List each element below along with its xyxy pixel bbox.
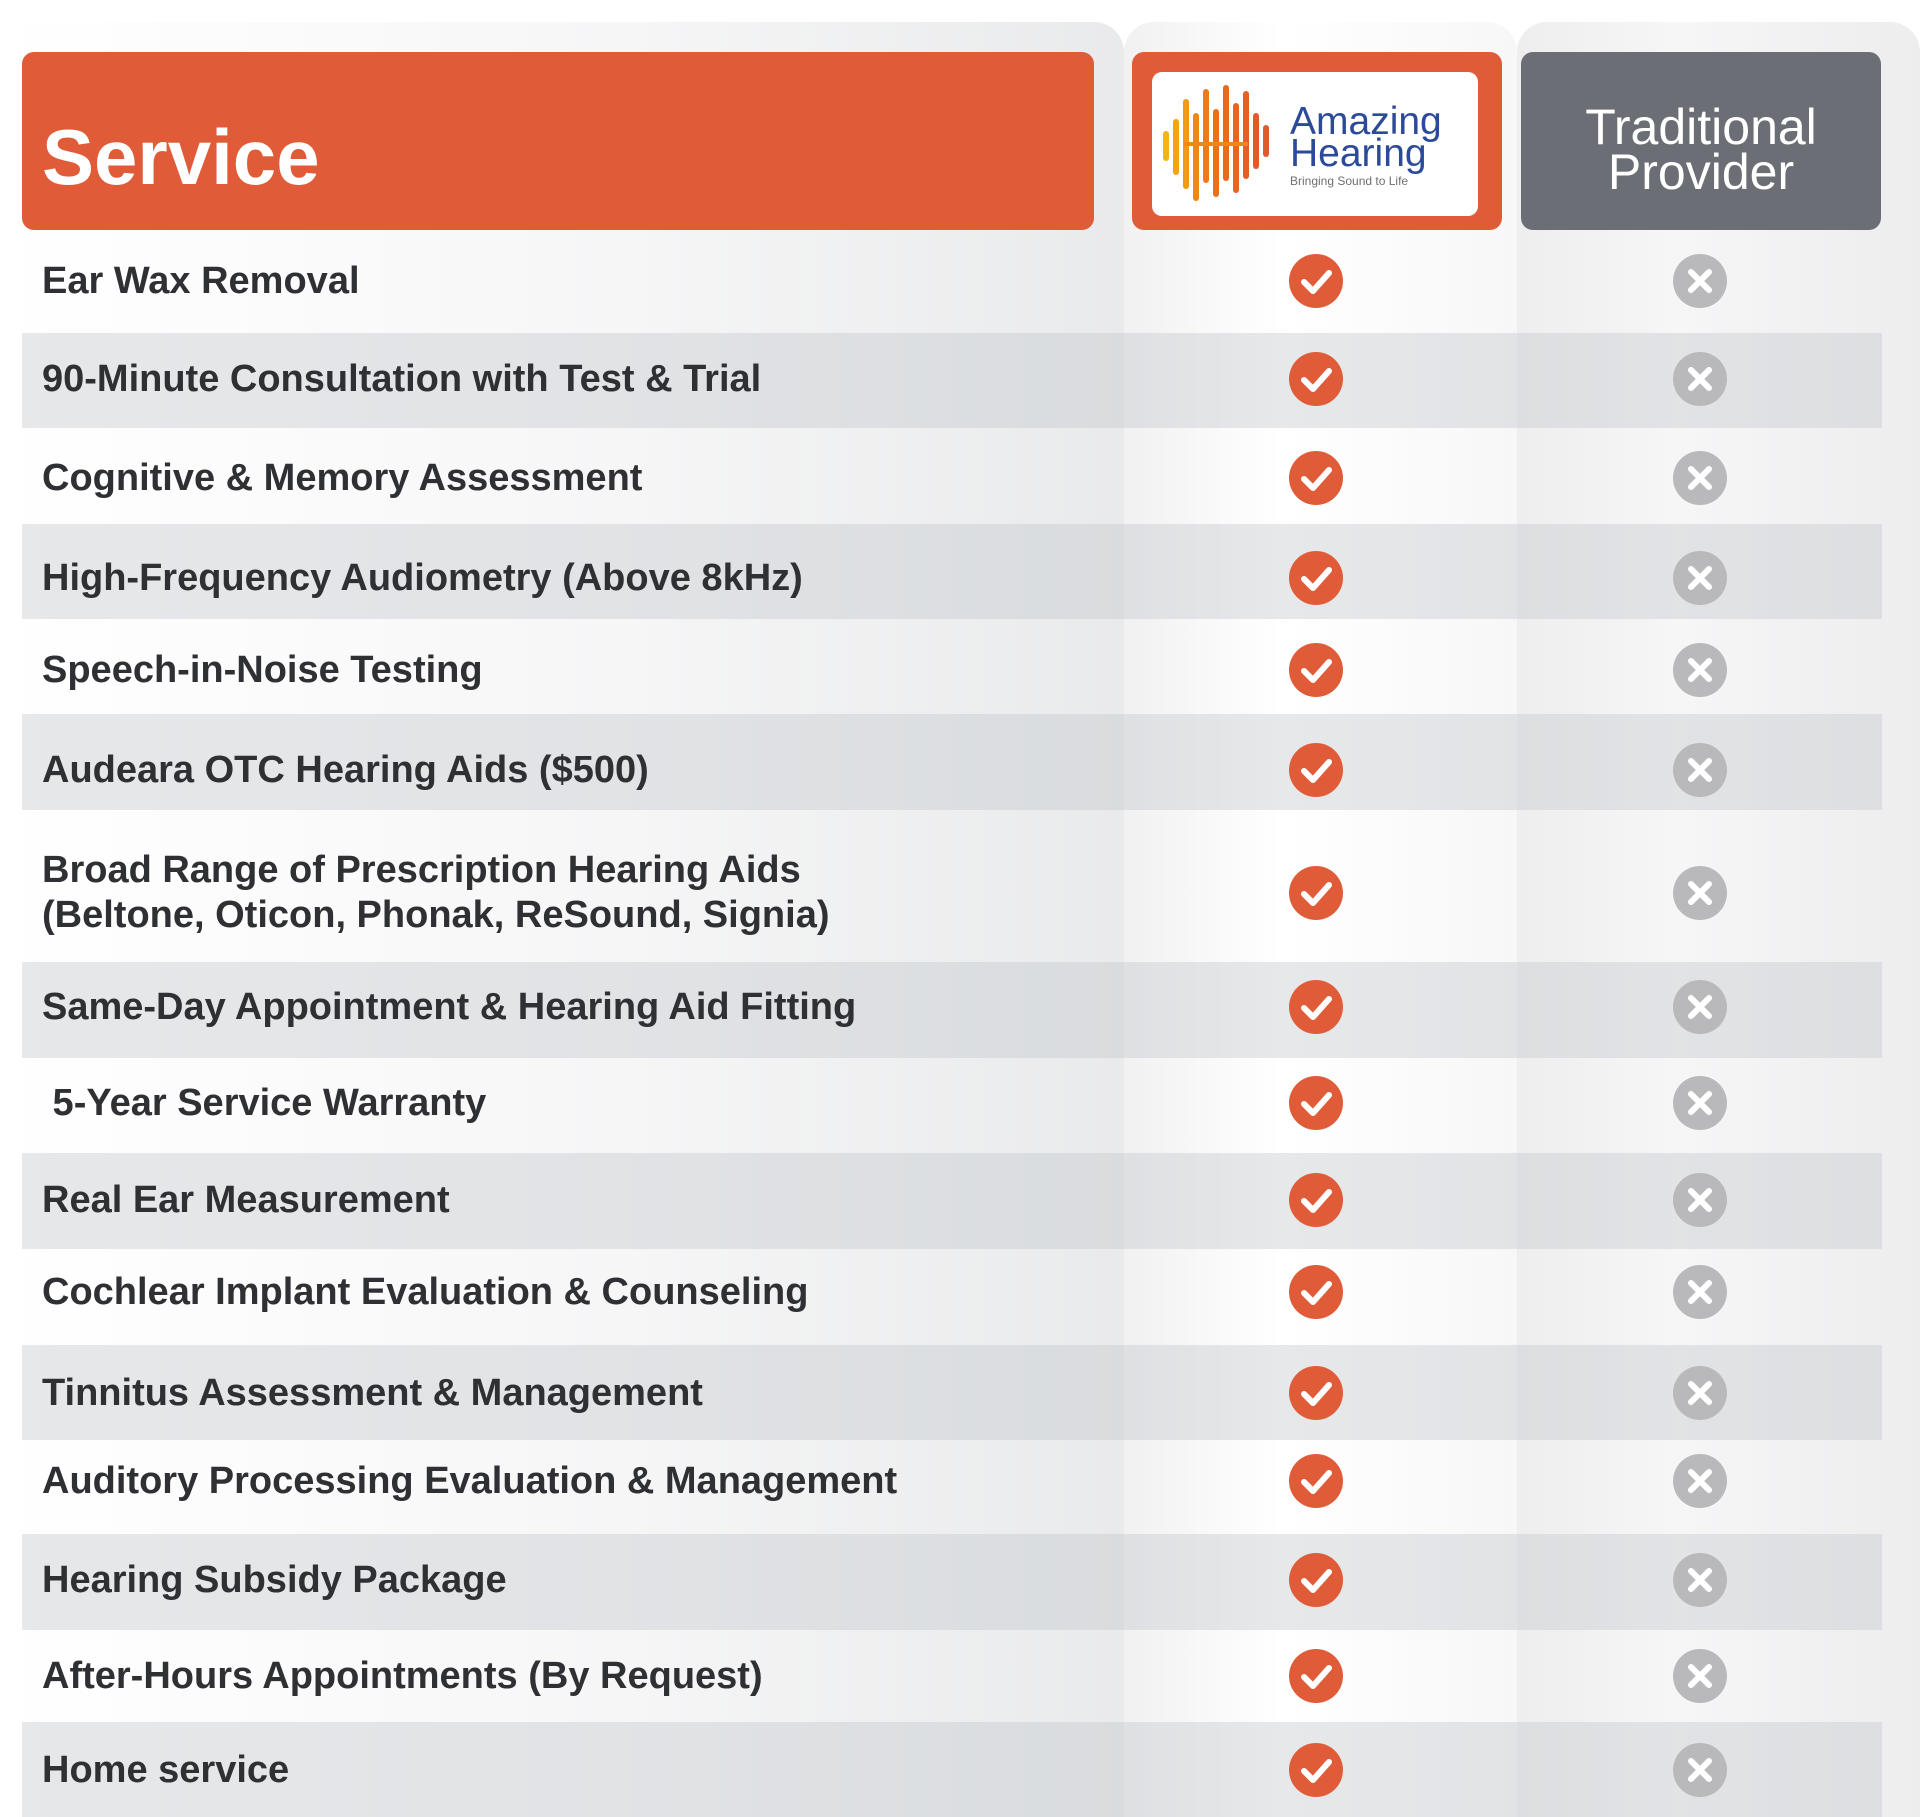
check-icon xyxy=(1289,1649,1343,1703)
traditional-provider-status xyxy=(1673,1173,1727,1227)
amazing-hearing-header xyxy=(1132,52,1502,230)
traditional-provider-status xyxy=(1673,1265,1727,1319)
amazing-hearing-status xyxy=(1289,1649,1343,1703)
traditional-provider-status xyxy=(1673,980,1727,1034)
amazing-hearing-status xyxy=(1289,1076,1343,1130)
amazing-hearing-status xyxy=(1289,1454,1343,1508)
service-label: 90-Minute Consultation with Test & Trial xyxy=(42,358,762,400)
service-label: Cognitive & Memory Assessment xyxy=(42,457,643,499)
check-icon xyxy=(1289,1454,1343,1508)
cross-icon xyxy=(1673,1076,1727,1130)
cross-icon xyxy=(1673,1743,1727,1797)
row-stripe xyxy=(22,1722,1882,1817)
brand-name-line2: Hearing xyxy=(1290,132,1427,175)
traditional-provider-status xyxy=(1673,1076,1727,1130)
amazing-hearing-status xyxy=(1289,1265,1343,1319)
service-label-line1: Broad Range of Prescription Hearing Aids xyxy=(42,849,801,891)
check-icon xyxy=(1289,980,1343,1034)
service-label: Same-Day Appointment & Hearing Aid Fitting xyxy=(42,986,857,1028)
amazing-hearing-logo xyxy=(1152,72,1478,216)
service-label: Speech-in-Noise Testing xyxy=(42,649,483,691)
cross-icon xyxy=(1673,866,1727,920)
service-label xyxy=(42,848,829,938)
cross-icon xyxy=(1673,1366,1727,1420)
cross-icon xyxy=(1673,1649,1727,1703)
amazing-hearing-status xyxy=(1289,1173,1343,1227)
service-label-line2: (Beltone, Oticon, Phonak, ReSound, Signia) xyxy=(42,894,830,936)
amazing-hearing-status xyxy=(1289,451,1343,505)
traditional-provider-status xyxy=(1673,1553,1727,1607)
amazing-hearing-status xyxy=(1289,1366,1343,1420)
cross-icon xyxy=(1673,1265,1727,1319)
cross-icon xyxy=(1673,254,1727,308)
service-label: 5-Year Service Warranty xyxy=(42,1082,487,1124)
check-icon xyxy=(1289,451,1343,505)
traditional-provider-status xyxy=(1673,643,1727,697)
check-icon xyxy=(1289,352,1343,406)
cross-icon xyxy=(1673,352,1727,406)
traditional-provider-status xyxy=(1673,1454,1727,1508)
check-icon xyxy=(1289,1743,1343,1797)
traditional-provider-status xyxy=(1673,866,1727,920)
service-label: Home service xyxy=(42,1749,290,1791)
cross-icon xyxy=(1673,980,1727,1034)
cross-icon xyxy=(1673,451,1727,505)
check-icon xyxy=(1289,1366,1343,1420)
cross-icon xyxy=(1673,1553,1727,1607)
amazing-hearing-status xyxy=(1289,551,1343,605)
service-label: Auditory Processing Evaluation & Management xyxy=(42,1460,898,1502)
service-label: Cochlear Implant Evaluation & Counseling xyxy=(42,1271,809,1313)
cross-icon xyxy=(1673,551,1727,605)
service-header xyxy=(22,52,1094,230)
service-label: High-Frequency Audiometry (Above 8kHz) xyxy=(42,557,803,599)
service-label: Audeara OTC Hearing Aids ($500) xyxy=(42,749,649,791)
traditional-provider-status xyxy=(1673,1743,1727,1797)
service-label: Real Ear Measurement xyxy=(42,1179,450,1221)
traditional-provider-status xyxy=(1673,1366,1727,1420)
traditional-provider-status xyxy=(1673,551,1727,605)
amazing-hearing-status xyxy=(1289,980,1343,1034)
traditional-provider-status xyxy=(1673,451,1727,505)
amazing-hearing-status xyxy=(1289,1553,1343,1607)
service-label: Tinnitus Assessment & Management xyxy=(42,1372,703,1414)
check-icon xyxy=(1289,254,1343,308)
cross-icon xyxy=(1673,643,1727,697)
check-icon xyxy=(1289,1076,1343,1130)
cross-icon xyxy=(1673,743,1727,797)
service-label: Ear Wax Removal xyxy=(42,260,360,302)
check-icon xyxy=(1289,1173,1343,1227)
check-icon xyxy=(1289,643,1343,697)
service-label: Hearing Subsidy Package xyxy=(42,1559,507,1601)
traditional-provider-status xyxy=(1673,743,1727,797)
check-icon xyxy=(1289,1265,1343,1319)
amazing-hearing-status xyxy=(1289,643,1343,697)
brand-name-line1: Amazing xyxy=(1290,100,1442,143)
traditional-provider-header xyxy=(1521,52,1881,230)
service-label: After-Hours Appointments (By Request) xyxy=(42,1655,763,1697)
brand-tagline: Bringing Sound to Life xyxy=(1290,174,1409,188)
traditional-provider-status xyxy=(1673,1649,1727,1703)
amazing-hearing-status xyxy=(1289,352,1343,406)
traditional-provider-label-line2: Provider xyxy=(1607,144,1795,200)
sound-wave-logo-icon xyxy=(1160,82,1280,208)
amazing-hearing-status xyxy=(1289,1743,1343,1797)
cross-icon xyxy=(1673,1454,1727,1508)
check-icon xyxy=(1289,743,1343,797)
traditional-provider-status xyxy=(1673,352,1727,406)
service-header-label: Service xyxy=(42,113,320,201)
check-icon xyxy=(1289,1553,1343,1607)
amazing-hearing-status xyxy=(1289,743,1343,797)
cross-icon xyxy=(1673,1173,1727,1227)
check-icon xyxy=(1289,551,1343,605)
amazing-hearing-status xyxy=(1289,254,1343,308)
traditional-provider-label-line1: Traditional xyxy=(1585,99,1817,155)
amazing-hearing-status xyxy=(1289,866,1343,920)
traditional-provider-status xyxy=(1673,254,1727,308)
check-icon xyxy=(1289,866,1343,920)
